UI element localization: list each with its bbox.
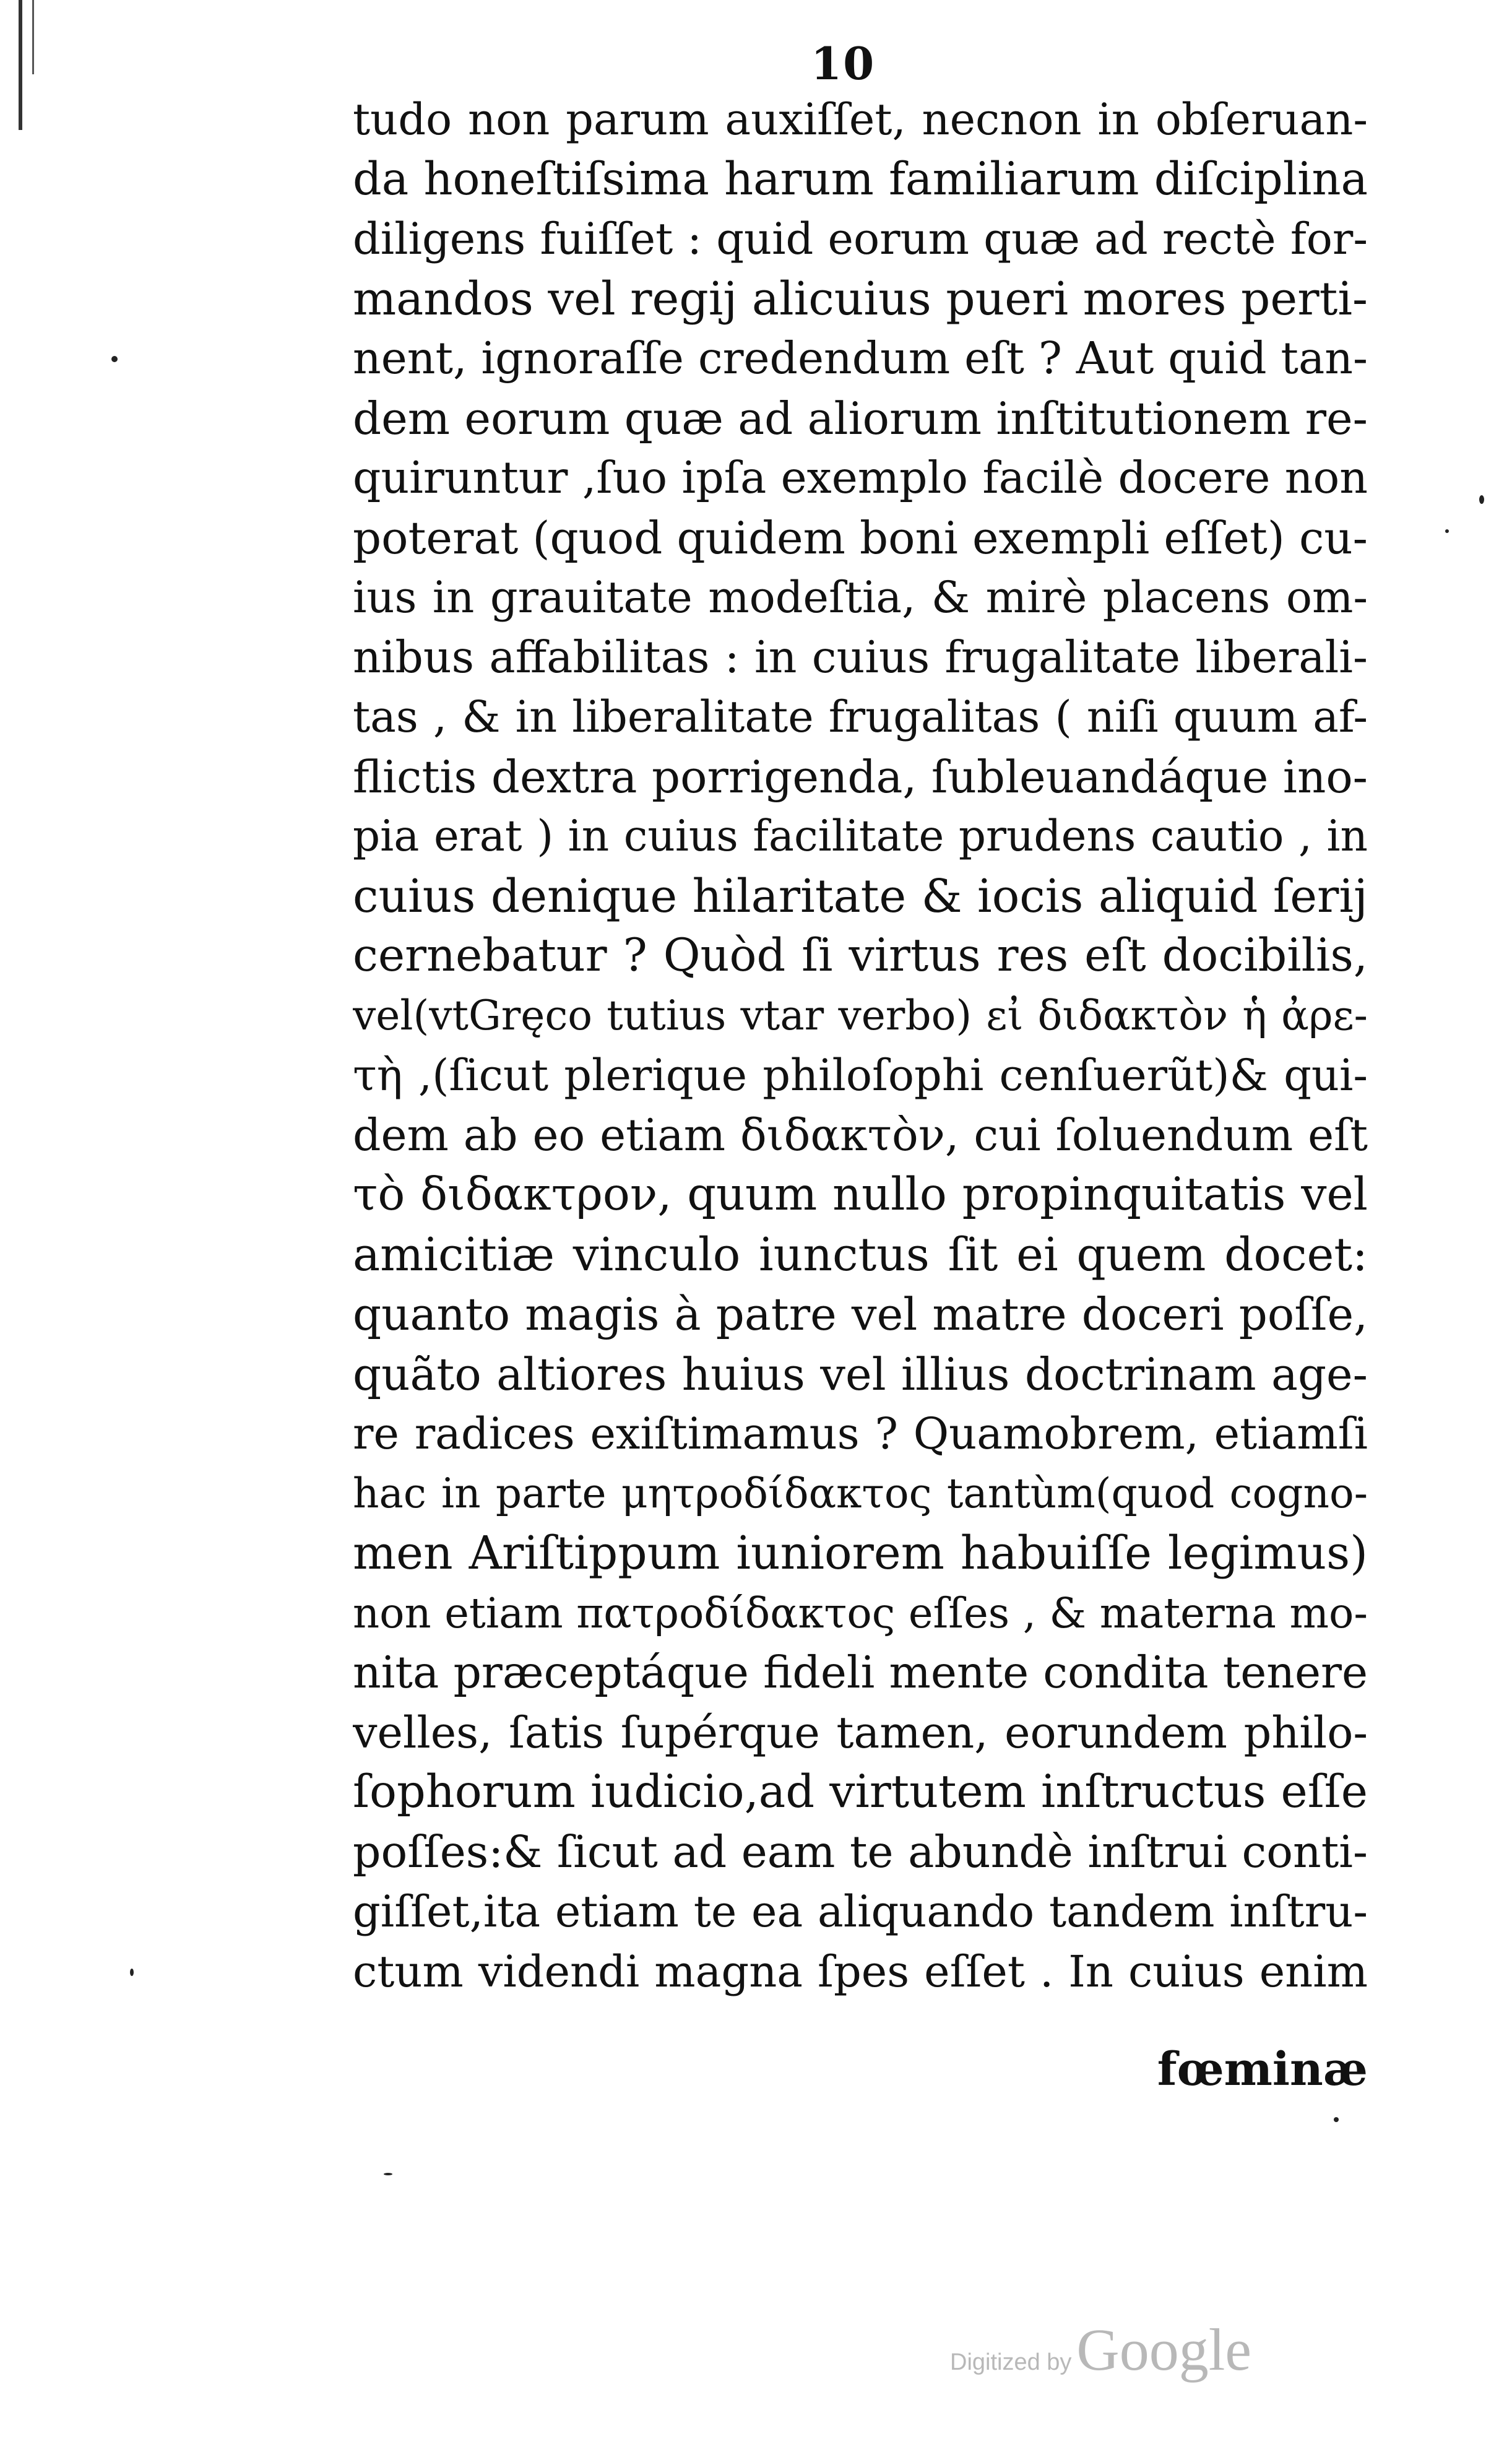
text-line: non etiam πατροδίδακτος eſſes , & materna mo- [353, 1588, 1368, 1637]
scan-speck [1479, 495, 1484, 504]
text-line: vel(vtGręco tutius vtar verbo) εἰ διδακτὸν ἡ ἀρε- [353, 991, 1368, 1039]
text-line: amicitiæ vinculo iunctus ſit ei quem docet: [353, 1228, 1368, 1281]
digitization-watermark [950, 2315, 1251, 2384]
watermark-prefix: Digitized by [950, 2349, 1072, 2375]
text-line: cernebatur ? Quòd ſi virtus res eſt docibilis, [353, 929, 1368, 982]
google-logo: Google [1076, 2316, 1252, 2383]
text-line: τὴ ,(ſicut plerique philoſophi cenſuerũt)& qui- [353, 1050, 1368, 1101]
scan-speck [1334, 2117, 1339, 2122]
text-line: τὸ διδακτρον, quum nullo propinquitatis vel [353, 1168, 1368, 1221]
text-line: da honeſtiſsima harum familiarum diſciplina [353, 152, 1368, 206]
text-line: diligens fuiſſet : quid eorum quæ ad rectè for- [353, 214, 1368, 264]
text-line: tas , & in liberalitate frugalitas ( niſi quum af- [353, 691, 1368, 742]
text-line: velles, ſatis ſupérque tamen, eorundem philo- [353, 1707, 1368, 1758]
text-line: quanto magis à patre vel matre doceri poſſe, [353, 1288, 1368, 1340]
text-line: quãto altiores huius vel illius doctrinam age- [353, 1348, 1368, 1400]
page-number: 10 [811, 37, 876, 90]
text-line: dem ab eo etiam διδακτὸν, cui ſoluendum eſt [353, 1109, 1368, 1161]
text-line: poterat (quod quidem boni exempli eſſet) cu- [353, 511, 1368, 564]
text-line: nibus affabilitas : in cuius frugalitate liberali- [353, 631, 1368, 683]
catchword: fœminæ [1157, 2043, 1368, 2096]
text-line: ctum videndi magna ſpes eſſet . In cuius enim [353, 1946, 1368, 1997]
text-line: dem eorum quæ ad aliorum inſtitutionem re- [353, 392, 1368, 444]
text-line: pia erat ) in cuius facilitate prudens cautio , in [353, 812, 1368, 861]
text-line: nita præceptáque fideli mente condita tenere [353, 1647, 1368, 1698]
text-line: mandos vel regij alicuius pueri mores perti- [353, 272, 1368, 326]
binding-edge-mark [19, 0, 22, 130]
text-line: flictis dextra porrigenda, ſubleuandáque ino- [353, 750, 1368, 803]
binding-edge-mark-thin [32, 0, 34, 74]
text-line: ſophorum iudicio,ad virtutem inſtructus eſſe [353, 1766, 1368, 1818]
scan-speck [1445, 529, 1449, 533]
body-text [353, 90, 1368, 2001]
scan-speck [130, 1969, 134, 1976]
text-line: giſſet,ita etiam te ea aliquando tandem inſtru- [353, 1886, 1368, 1937]
scan-speck [111, 356, 118, 362]
text-line: men Ariſtippum iuniorem habuiſſe legimus) [353, 1527, 1368, 1580]
text-line: tudo non parum auxiſſet, necnon in obſeruan- [353, 94, 1368, 145]
text-line: nent, ignoraſſe credendum eſt ? Aut quid tan- [353, 332, 1368, 384]
text-line: poſſes:& ſicut ad eam te abundè inſtrui conti- [353, 1826, 1368, 1878]
text-line: quiruntur ,ſuo ipſa exemplo facilè docere non [353, 452, 1368, 503]
text-line: ius in grauitate modeſtia, & mirè placens om- [353, 572, 1368, 623]
text-line: re radices exiſtimamus ? Quamobrem, etiamſi [353, 1408, 1368, 1459]
scan-speck [384, 2173, 392, 2175]
text-line: hac in parte μητροδίδακτος tantùm(quod cogno- [353, 1469, 1368, 1517]
text-line: cuius denique hilaritate & iocis aliquid ſerij [353, 869, 1368, 923]
